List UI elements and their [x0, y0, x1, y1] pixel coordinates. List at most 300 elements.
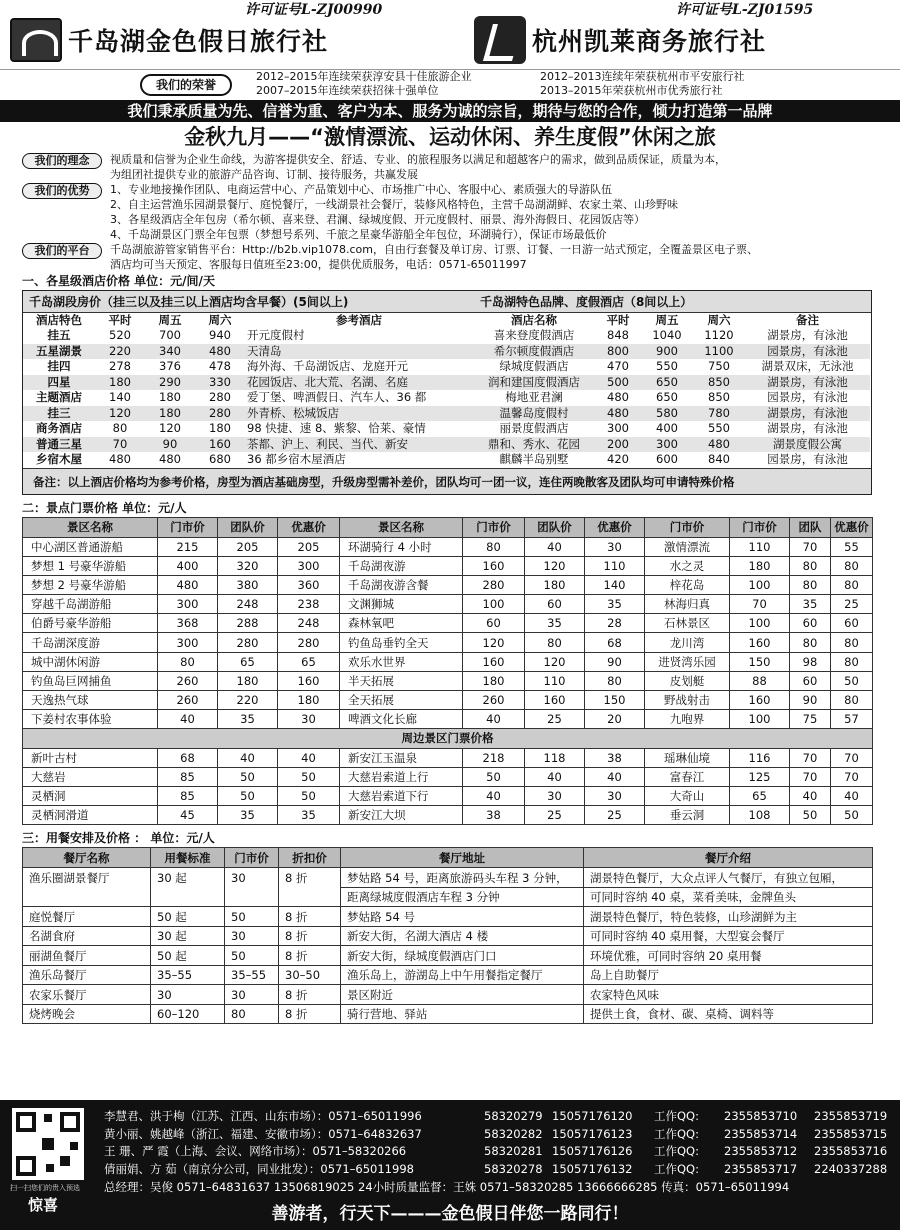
table-row [23, 556, 873, 575]
restaurant-rows [23, 868, 873, 1024]
table-row [23, 452, 870, 468]
contact-field: 15057176126 [552, 1144, 633, 1158]
column-header: 门市价 [463, 517, 525, 537]
contact-field: 15057176123 [552, 1126, 633, 1141]
table-cell: 环境优雅，可同时容纳 20 桌用餐 [584, 946, 873, 966]
table-cell: 梓花岛 [645, 575, 730, 594]
column-header: 周五 [655, 313, 679, 327]
table-cell: 8 折 [279, 946, 341, 966]
table-cell: 名湖食府 [23, 926, 151, 946]
table-cell: 55 [831, 537, 873, 556]
slogan: 善游者，行天下———金色假日伴您一路同行！ [271, 1204, 629, 1224]
table-cell: 鼎和、秀水、花园 [473, 437, 595, 453]
table-cell: 35 [218, 806, 278, 825]
table-cell: 天清岛 [245, 344, 473, 360]
table-cell: 35 [585, 595, 645, 614]
table-cell: 60–120 [151, 1004, 225, 1024]
intro-line: 2、自主运营渔乐园湖景餐厅、庭悦餐厅，一线湖景社会餐厅，装修风格特色，主营千岛湖湖鲜、农家土菜、山珍野味 [110, 198, 678, 211]
honor-item: 2012–2015年连续荣获淳安县十佳旅游企业 [256, 70, 472, 83]
table-row [23, 806, 873, 825]
table-cell: 300 [158, 633, 218, 652]
restaurant-table [22, 847, 873, 1024]
table-cell: 35–55 [225, 965, 279, 985]
table-cell: 280 [278, 633, 340, 652]
table-cell: 30 [225, 868, 279, 888]
table-cell: 30 [525, 786, 585, 805]
table-cell: 120 [525, 556, 585, 575]
contact-field: 15057176132 [552, 1161, 633, 1176]
table-cell: 灵栖洞滑道 [23, 806, 158, 825]
table-cell: 骑行营地、驿站 [341, 1004, 584, 1024]
table-cell: 280 [195, 406, 245, 422]
table-cell: 50 [831, 671, 873, 690]
table-cell: 340 [145, 344, 195, 360]
table-cell: 湖景特色餐厅，特色装修，山珍湖鲜为主 [584, 907, 873, 927]
column-header: 餐厅地址 [341, 848, 584, 868]
table-cell: 五星湖景 [23, 344, 95, 360]
table-cell: 距离绿城度假酒店车程 3 分钟 [341, 887, 584, 907]
column-header: 平时 [606, 313, 630, 327]
table-cell: 50 [218, 786, 278, 805]
column-header: 酒店特色 [36, 313, 82, 327]
ticket-column-headers [23, 517, 873, 537]
table-cell: 600 [656, 452, 678, 466]
table-cell: 120 [159, 421, 181, 435]
table-cell: 庭悦餐厅 [23, 907, 151, 927]
table-cell: 挂五 [47, 328, 71, 342]
table-cell: 50 [225, 946, 279, 966]
table-cell: 28 [585, 614, 645, 633]
table-cell: 8 折 [279, 926, 341, 946]
contact-field: 2355853710 [724, 1109, 798, 1123]
table-cell: 330 [195, 375, 245, 391]
table-cell: 开元度假村 [247, 328, 305, 342]
table-cell: 九咆界 [645, 710, 730, 729]
table-cell: 65 [730, 786, 790, 805]
table-row [23, 375, 870, 391]
ticket-section-title: 二：景点门票价格 单位：元/人 [22, 500, 187, 515]
table-cell: 80 [831, 691, 873, 710]
footer [0, 1100, 900, 1230]
column-header: 周六 [208, 313, 232, 327]
table-cell: 780 [693, 406, 745, 422]
contact-field: 2355853716 [814, 1144, 888, 1158]
table-cell: 150 [730, 652, 790, 671]
column-header: 周六 [707, 313, 731, 327]
honors [0, 70, 900, 100]
table-cell: 爱丁堡、啤酒假日、汽车人、36 都 [247, 390, 427, 404]
table-cell: 280 [209, 390, 231, 404]
table-cell: 400 [656, 421, 678, 435]
table-cell: 478 [209, 359, 231, 373]
table-cell: 50 [278, 786, 340, 805]
table-cell: 300 [607, 421, 629, 435]
column-header: 团队 [790, 517, 831, 537]
advantage-tag: 我们的优势 [22, 183, 102, 199]
table-cell: 45 [158, 806, 218, 825]
table-cell: 120 [463, 633, 525, 652]
table-cell [225, 887, 279, 907]
contact-field: 2355853712 [724, 1144, 798, 1158]
table-cell: 25 [525, 710, 585, 729]
intro-line: 3、各星级酒店全年包房（希尔顿、喜来登、君澜、绿城度假、开元度假村、丽景、海外海假日、花园饭店等） [110, 213, 645, 226]
table-cell: 主题酒店 [36, 390, 82, 404]
table-cell: 100 [730, 710, 790, 729]
table-cell: 38 [463, 806, 525, 825]
contact-field: 15057176120 [552, 1109, 633, 1123]
table-cell: 200 [595, 437, 641, 453]
table-cell: 8 折 [279, 907, 341, 927]
table-cell: 大奇山 [645, 786, 730, 805]
contact-field: 工作QQ: [654, 1144, 699, 1158]
table-cell: 110 [525, 671, 585, 690]
contact-field: 黄小丽、姚越峰（浙江、福建、安徽市场）：0571–64832637 [104, 1126, 422, 1141]
table-cell: 160 [463, 652, 525, 671]
table-cell: 梦姑路 54 号 [341, 907, 584, 927]
qr-code [12, 1108, 84, 1180]
table-cell: 650 [641, 375, 693, 391]
header [0, 0, 900, 70]
table-cell: 35 [525, 614, 585, 633]
table-cell: 30 起 [151, 868, 225, 888]
table-cell: 40 [585, 767, 645, 786]
column-header: 优惠价 [585, 517, 645, 537]
table-cell: 480 [595, 406, 641, 422]
column-header: 优惠价 [831, 517, 873, 537]
table-cell: 新安大街，绿城度假酒店门口 [341, 946, 584, 966]
table-cell: 挂三 [23, 406, 95, 422]
table-cell: 农家乐餐厅 [23, 985, 151, 1005]
table-cell: 普通三星 [23, 437, 95, 453]
table-cell: 梦姑路 54 号，距离旅游码头车程 3 分钟， [341, 868, 584, 888]
table-cell: 110 [730, 537, 790, 556]
table-cell: 480 [159, 452, 181, 466]
table-cell: 40 [463, 710, 525, 729]
table-cell: 300 [278, 556, 340, 575]
table-cell: 1040 [652, 328, 682, 342]
table-cell: 野战射击 [645, 691, 730, 710]
table-cell: 城中湖休闲游 [23, 652, 158, 671]
table-cell: 80 [525, 633, 585, 652]
honor-item: 2007–2015年连续荣获招徕十强单位 [256, 84, 439, 97]
contact-field: 工作QQ: [654, 1126, 699, 1141]
table-row [23, 868, 873, 888]
table-cell: 116 [730, 748, 790, 767]
table-cell: 喜来登度假酒店 [493, 328, 575, 342]
table-cell: 160 [525, 691, 585, 710]
table-cell: 80 [112, 421, 128, 435]
table-row [23, 328, 870, 344]
table-cell: 千岛湖夜游含餐 [340, 575, 463, 594]
table-cell: 园景房，有泳池 [767, 452, 848, 466]
table-row [23, 359, 870, 375]
table-cell: 70 [831, 748, 873, 767]
table-cell: 480 [607, 390, 629, 404]
table-cell: 可同时容纳 40 桌，菜肴美味，金牌鱼头 [584, 887, 873, 907]
column-header: 团队价 [525, 517, 585, 537]
table-cell: 外青桥、松城饭店 [245, 406, 473, 422]
column-header: 团队价 [218, 517, 278, 537]
table-cell: 梦想 2 号豪华游船 [23, 575, 158, 594]
table-cell: 湖景房，有泳池 [745, 375, 870, 391]
table-cell: 850 [708, 390, 730, 404]
contact-field: 2355853715 [814, 1126, 888, 1141]
table-cell: 850 [693, 375, 745, 391]
hotel-price-block [22, 290, 872, 495]
table-cell: 35 [790, 595, 831, 614]
column-header: 优惠价 [278, 517, 340, 537]
table-cell: 70 [730, 595, 790, 614]
table-row [23, 748, 873, 767]
table-cell: 乡宿木屋 [36, 452, 82, 466]
table-row [23, 767, 873, 786]
table-cell: 全天拓展 [340, 691, 463, 710]
table-cell: 新安江大坝 [340, 806, 463, 825]
table-cell: 160 [195, 437, 245, 453]
contact-field: 王 珊、严 霞（上海、会议、网络市场）：0571–58320266 [104, 1144, 407, 1158]
table-cell: 80 [585, 671, 645, 690]
table-cell: 278 [109, 359, 131, 373]
contact-field: 工作QQ: [654, 1109, 699, 1123]
table-cell: 千岛湖夜游 [340, 556, 463, 575]
table-cell: 25 [585, 806, 645, 825]
table-row [23, 437, 870, 453]
table-cell: 渔乐岛上，游湖岛上中午用餐指定餐厅 [341, 965, 584, 985]
column-header: 参考酒店 [336, 313, 382, 327]
intro-line: 酒店均可当天预定、客服每日值班至23:00，提供优质服务，电话：0571-65011997 [110, 258, 527, 271]
right-company-name: 杭州凯莱商务旅行社 [532, 27, 767, 56]
table-cell: 480 [195, 344, 245, 360]
table-cell: 景区附近 [341, 985, 584, 1005]
column-header: 备注 [796, 313, 819, 327]
table-cell: 120 [95, 406, 145, 422]
table-cell: 中心湖区普通游船 [23, 537, 158, 556]
table-cell: 50 [463, 767, 525, 786]
table-row [23, 907, 873, 927]
intro-line: 1、专业地接操作团队、电商运营中心、产品策划中心、市场推广中心、客服中心、素质强大的导游队伍 [110, 183, 612, 196]
column-header: 餐厅名称 [23, 848, 151, 868]
table-cell: 园景房，有泳池 [767, 390, 848, 404]
table-row [23, 575, 873, 594]
table-cell: 20 [585, 710, 645, 729]
table-cell: 灵栖洞 [23, 786, 158, 805]
table-cell: 丽景度假酒店 [499, 421, 569, 435]
table-cell: 新叶古村 [23, 748, 158, 767]
table-cell: 半天拓展 [340, 671, 463, 690]
table-cell: 205 [278, 537, 340, 556]
table-cell: 100 [730, 614, 790, 633]
table-cell: 渔乐圈湖景餐厅 [23, 868, 151, 888]
table-cell: 伯爵号豪华游船 [23, 614, 158, 633]
table-cell: 75 [790, 710, 831, 729]
table-cell: 35 [278, 806, 340, 825]
table-row [23, 652, 873, 671]
brand-text: 惊喜 [28, 1196, 59, 1214]
table-cell: 大慈岩索道下行 [340, 786, 463, 805]
hotel-section-title: 一、各星级酒店价格 单位：元/间/天 [22, 274, 215, 288]
table-cell: 60 [463, 614, 525, 633]
table-cell: 80 [225, 1004, 279, 1024]
table-cell: 70 [790, 767, 831, 786]
right-license: 许可证号L-ZJ01595 [676, 2, 814, 18]
table-cell: 25 [831, 595, 873, 614]
table-cell: 70 [790, 748, 831, 767]
philosophy-row [0, 152, 900, 182]
table-cell: 8 折 [279, 985, 341, 1005]
table-cell: 320 [218, 556, 278, 575]
ticket-rows [23, 537, 873, 825]
table-cell: 麒麟半岛别墅 [499, 452, 569, 466]
table-cell: 580 [641, 406, 693, 422]
table-cell: 1100 [693, 344, 745, 360]
table-cell: 36 都乡宿木屋酒店 [247, 452, 346, 466]
table-cell: 65 [278, 652, 340, 671]
table-cell: 98 快捷、速 8、紫黎、恰莱、豪情 [247, 421, 426, 435]
table-cell: 文渊狮城 [340, 595, 463, 614]
table-cell: 480 [109, 452, 131, 466]
table-cell: 钓鱼岛垂钓全天 [340, 633, 463, 652]
mission-banner: 我们秉承质量为先、信誉为重、客户为本、服务为诚的宗旨，期待与您的合作，倾力打造第一品牌 [0, 100, 900, 122]
table-cell: 60 [790, 671, 831, 690]
table-cell: 180 [209, 421, 231, 435]
table-cell: 215 [158, 537, 218, 556]
table-cell: 50 起 [151, 946, 225, 966]
table-cell: 富春江 [645, 767, 730, 786]
table-cell: 可同时容纳 40 桌用餐，大型宴会餐厅 [584, 926, 873, 946]
table-cell: 润和建国度假酒店 [473, 375, 595, 391]
table-cell: 提供土食，食材、碳、桌椅、调料等 [584, 1004, 873, 1024]
table-cell: 98 [790, 652, 831, 671]
table-cell: 大慈岩索道上行 [340, 767, 463, 786]
table-cell: 激情漂流 [645, 537, 730, 556]
column-header: 平时 [108, 313, 132, 327]
table-cell: 渔乐岛餐厅 [23, 965, 151, 985]
philosophy-tag: 我们的理念 [22, 153, 102, 169]
honor-item: 2013–2015年荣获杭州市优秀旅行社 [540, 84, 723, 97]
table-cell: 180 [278, 691, 340, 710]
table-cell: 85 [158, 786, 218, 805]
contact-field: 2240337288 [814, 1161, 888, 1176]
table-cell: 商务酒店 [36, 421, 82, 435]
intro [0, 152, 900, 272]
table-cell: 湖景度假公寓 [745, 437, 870, 453]
table-cell: 茶都、沪上、利民、当代、新安 [245, 437, 473, 453]
table-cell: 260 [158, 671, 218, 690]
table-cell: 50 [218, 767, 278, 786]
table-cell: 80 [158, 652, 218, 671]
table-cell: 90 [585, 652, 645, 671]
table-cell: 8 折 [279, 868, 341, 888]
table-cell: 840 [708, 452, 730, 466]
table-cell: 500 [595, 375, 641, 391]
contact-field: 58320278 [484, 1161, 543, 1176]
table-cell: 40 [218, 748, 278, 767]
table-cell: 160 [730, 691, 790, 710]
table-row [23, 887, 873, 907]
table-cell: 40 [463, 786, 525, 805]
qr-caption: 扫一扫您们的贵入预选 [10, 1184, 80, 1192]
table-cell [23, 887, 151, 907]
column-header: 酒店名称 [511, 313, 557, 327]
table-cell: 520 [109, 328, 131, 342]
table-cell: 57 [831, 710, 873, 729]
table-cell: 50 [278, 767, 340, 786]
golden-holiday-logo [10, 18, 62, 62]
contact-field: 2355853719 [814, 1109, 888, 1123]
surround-title: 周边景区门票价格 [23, 729, 873, 748]
table-cell: 108 [730, 806, 790, 825]
table-cell: 园景房，有泳池 [745, 344, 870, 360]
intro-line: 视质量和信誉为企业生命线，为游客提供安全、舒适、专业、的旅程服务以满足和超越客户的需求，做到品质保证，质量为本， [110, 153, 726, 166]
contact-field: 58320279 [484, 1109, 543, 1123]
contact-field: 工作QQ: [654, 1161, 699, 1176]
contact-line [104, 1108, 894, 1126]
platform-tag: 我们的平台 [22, 243, 102, 259]
restaurant-column-headers [23, 848, 873, 868]
table-cell: 360 [278, 575, 340, 594]
table-cell: 80 [790, 633, 831, 652]
table-row [23, 614, 873, 633]
table-cell [279, 887, 341, 907]
table-cell: 湖景房，有泳池 [767, 328, 848, 342]
platform-row [0, 242, 900, 272]
table-cell: 绿城度假酒店 [499, 359, 569, 373]
column-header: 门市价 [158, 517, 218, 537]
table-cell: 248 [278, 614, 340, 633]
table-cell: 470 [607, 359, 629, 373]
table-cell: 90 [790, 691, 831, 710]
table-cell: 湖景房，有泳池 [745, 406, 870, 422]
table-cell: 550 [656, 359, 678, 373]
table-row [23, 344, 870, 360]
table-cell: 65 [218, 652, 278, 671]
table-cell: 40 [790, 786, 831, 805]
table-row [23, 946, 873, 966]
table-cell: 50 起 [151, 907, 225, 927]
table-cell: 新安大街，名湖大酒店 4 楼 [341, 926, 584, 946]
table-cell: 280 [463, 575, 525, 594]
table-row [23, 786, 873, 805]
table-cell: 70 [831, 767, 873, 786]
table-row [23, 421, 870, 437]
table-cell: 70 [790, 537, 831, 556]
kailai-logo [474, 16, 526, 64]
table-cell: 60 [831, 614, 873, 633]
table-cell: 40 [525, 767, 585, 786]
table-cell: 160 [463, 556, 525, 575]
table-cell: 石林景区 [645, 614, 730, 633]
table-cell: 50 [790, 806, 831, 825]
table-cell: 848 [607, 328, 629, 342]
table-cell: 林海归真 [645, 595, 730, 614]
table-cell: 梦想 1 号豪华游船 [23, 556, 158, 575]
table-cell: 80 [831, 652, 873, 671]
table-cell: 农家特色风味 [584, 985, 873, 1005]
table-cell: 下姜村农事体验 [23, 710, 158, 729]
table-cell: 380 [218, 575, 278, 594]
table-cell: 35 [218, 710, 278, 729]
table-cell: 30 [225, 985, 279, 1005]
table-cell: 钓鱼岛巨网捕鱼 [23, 671, 158, 690]
table-cell: 啤酒文化长廊 [340, 710, 463, 729]
table-cell: 瑶琳仙境 [645, 748, 730, 767]
table-cell: 30 [151, 985, 225, 1005]
table-cell: 森林氧吧 [340, 614, 463, 633]
table-row [23, 926, 873, 946]
intro-line: 4、千岛湖景区门票全年包票（梦想号系列、千旅之星豪华游船全年包位，环湖骑行），保证市场最低价 [110, 228, 607, 241]
table-cell: 900 [641, 344, 693, 360]
subheading-row [23, 729, 873, 748]
